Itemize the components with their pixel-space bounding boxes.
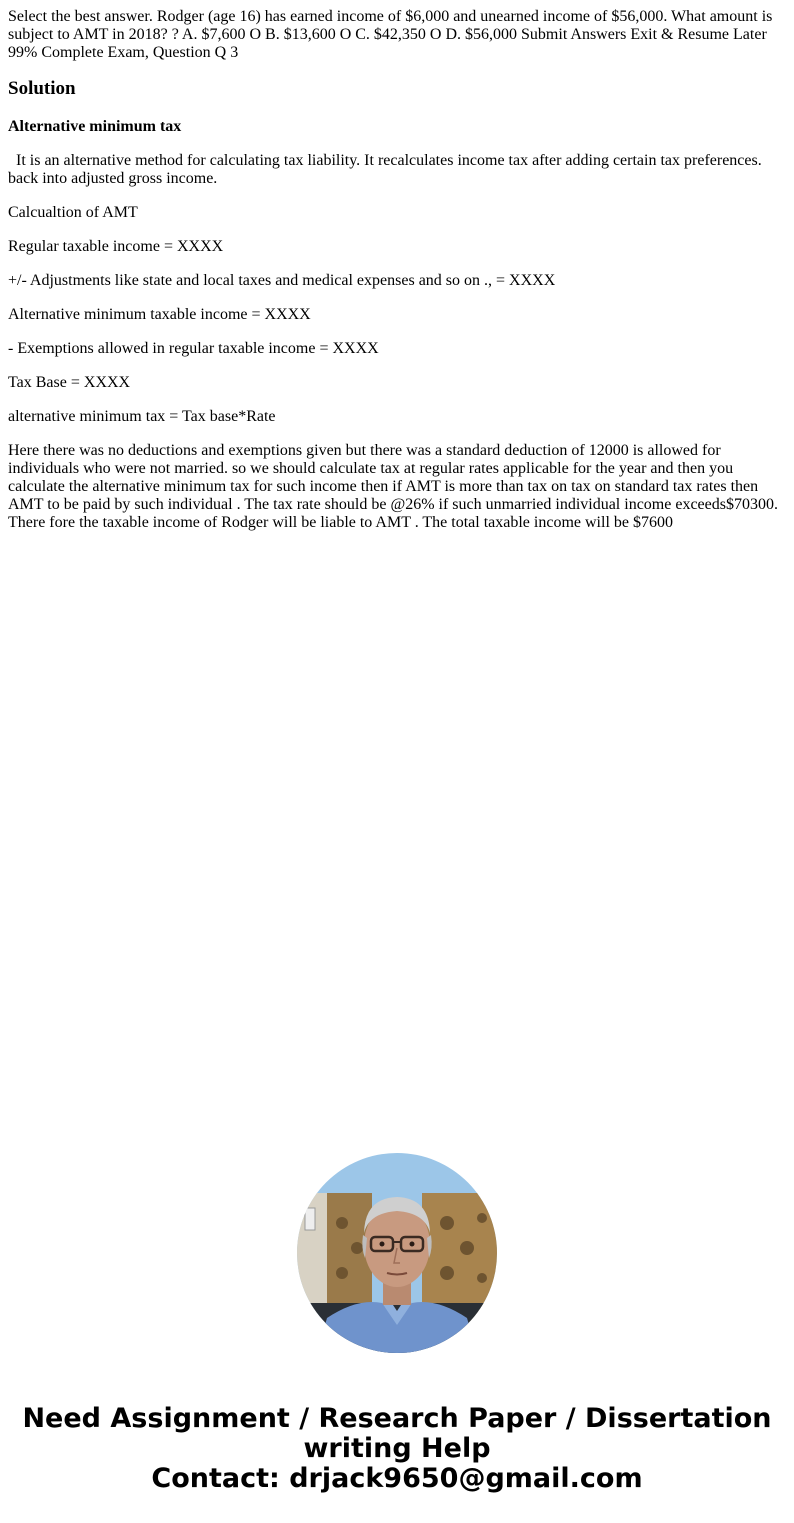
paragraph-amt-title: Calcualtion of AMT	[8, 204, 138, 221]
contact-line: Contact: drjack9650@gmail.com	[151, 1463, 643, 1494]
paragraph-adjustments: +/- Adjustments like state and local taxes and medical expenses and so on ., = XXXX	[8, 272, 556, 289]
solution-heading: Solution	[8, 78, 76, 99]
paragraph-amti: Alternative minimum taxable income = XXXX	[8, 306, 311, 323]
question-text: Select the best answer. Rodger (age 16) has earned income of $6,000 and unearned income of $56,000. What amount is subject to AMT in 2018? ? A. $7,600 O B. $13,600 O C. $42,350 O D. $56,000 Submit Answers Exit & Resume Later 99% Complete Exam, Question Q 3	[8, 8, 773, 61]
promo-footer	[0, 1404, 794, 1494]
promo-line-2: writing Help	[303, 1433, 491, 1464]
person-portrait-icon	[297, 1153, 497, 1353]
paragraph-regular-income: Regular taxable income = XXXX	[8, 238, 224, 255]
section-heading: Alternative minimum tax	[8, 118, 182, 135]
paragraph-explanation: Here there was no deductions and exemptions given but there was a standard deduction of 12000 is allowed for individuals who were not married. so we should calculate tax at regular rates applicable for the year and then you calculate the alternative minimum tax for such income then if AMT is more than tax on tax on standard tax rates then AMT to be paid by such individual . The tax rate should be @26% if such unmarried individual income exceeds$70300. There fore the taxable income of Rodger will be liable to AMT . The total taxable income will be $7600	[8, 442, 778, 531]
document-body	[0, 0, 794, 532]
avatar	[297, 1153, 497, 1353]
paragraph-intro: It is an alternative method for calculating tax liability. It recalculates income tax after adding certain tax preferences. back into adjusted gross income.	[8, 152, 762, 187]
paragraph-amt-formula: alternative minimum tax = Tax base*Rate	[8, 408, 276, 425]
paragraph-exemptions: - Exemptions allowed in regular taxable income = XXXX	[8, 340, 379, 357]
paragraph-tax-base: Tax Base = XXXX	[8, 374, 131, 391]
promo-line-1: Need Assignment / Research Paper / Dissertation	[22, 1403, 772, 1434]
